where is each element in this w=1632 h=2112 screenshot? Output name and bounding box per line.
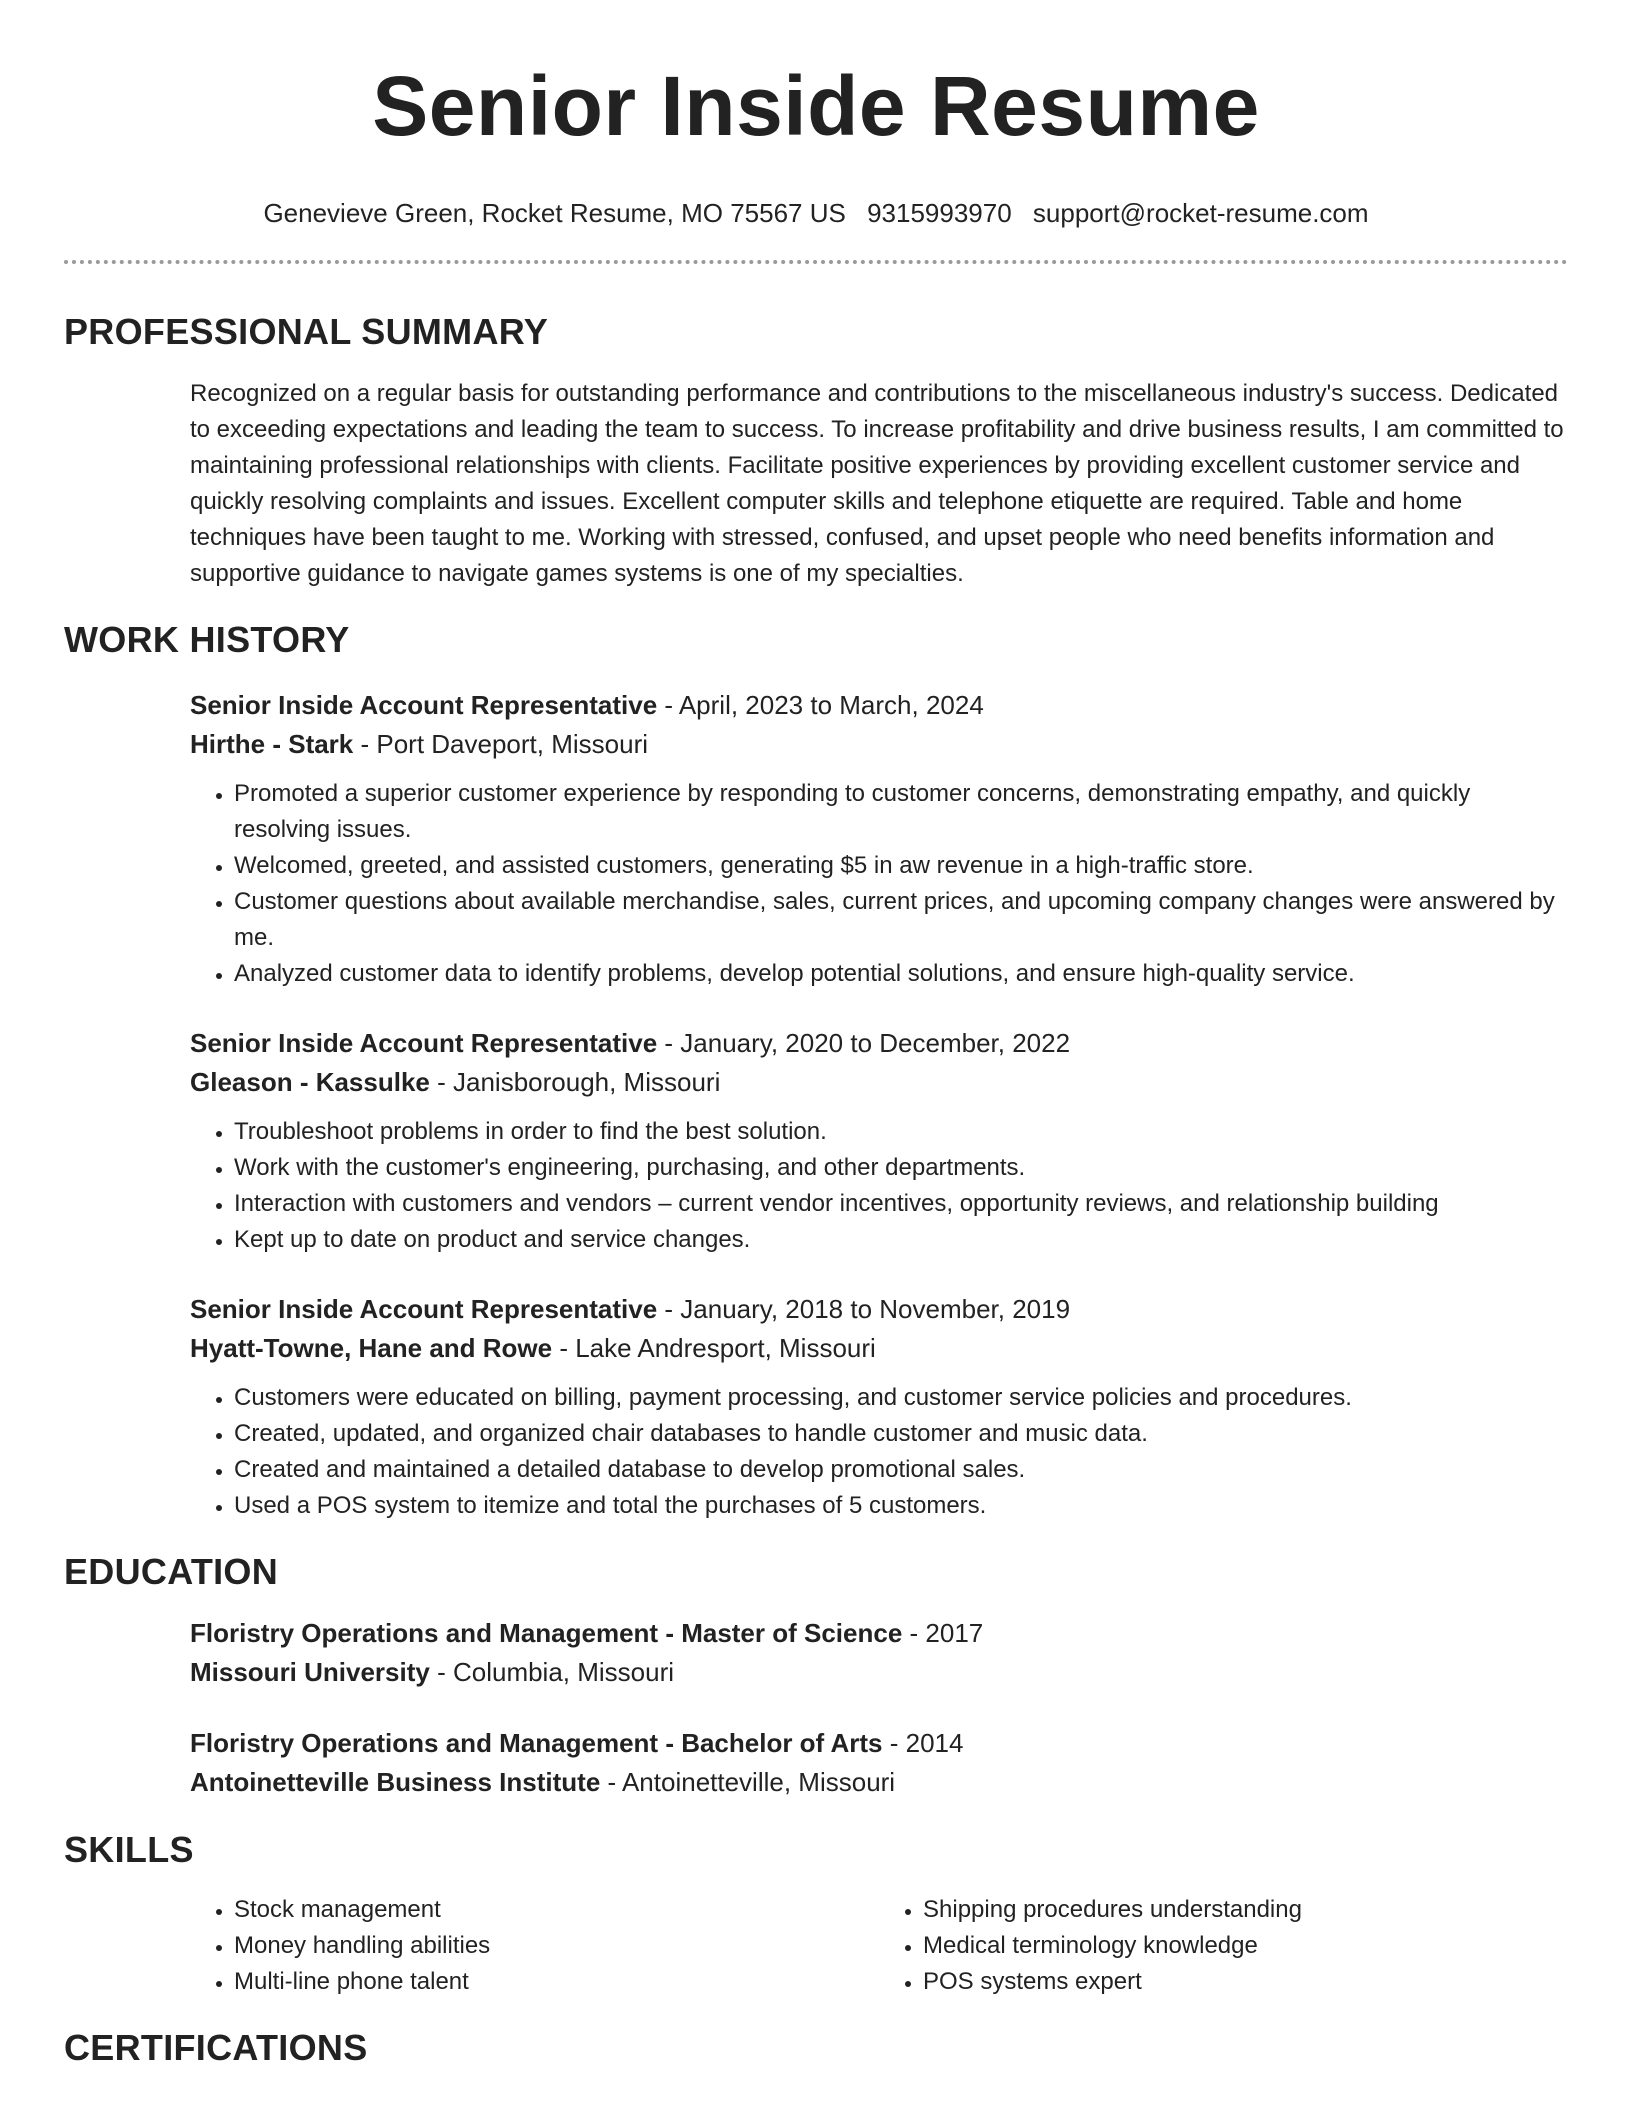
job-entry bbox=[190, 686, 1568, 992]
degree-line bbox=[190, 1614, 1568, 1653]
summary-heading: PROFESSIONAL SUMMARY bbox=[64, 311, 549, 352]
work-history-section bbox=[64, 618, 1568, 1524]
job-bullets bbox=[190, 1380, 1568, 1524]
job-bullet: • Welcomed, greeted, and assisted customers, generating $5 in aw revenue in a high-traffic store. bbox=[234, 848, 1568, 884]
job-title-line bbox=[190, 1290, 1568, 1329]
job-location: - Lake Andresport, Missouri bbox=[552, 1333, 876, 1363]
degree: Floristry Operations and Management - Bachelor of Arts bbox=[190, 1728, 883, 1758]
job-company-line bbox=[190, 1329, 1568, 1368]
job-entry bbox=[190, 1024, 1568, 1258]
job-bullet: • Troubleshoot problems in order to find the best solution. bbox=[234, 1114, 1568, 1150]
school-location: - Columbia, Missouri bbox=[429, 1657, 675, 1687]
degree-line bbox=[190, 1724, 1568, 1763]
job-bullet: • Promoted a superior customer experience by responding to customer concerns, demonstrating empathy, and quickly resolving issues. bbox=[234, 776, 1568, 848]
job-bullet: • Interaction with customers and vendors – current vendor incentives, opportunity reviews, and relationship building bbox=[234, 1186, 1568, 1222]
school-line bbox=[190, 1763, 1568, 1802]
school-location: - Antoinetteville, Missouri bbox=[600, 1767, 896, 1797]
resume-title: Senior Inside Resume bbox=[372, 59, 1260, 153]
job-dates: - January, 2020 to December, 2022 bbox=[657, 1028, 1071, 1058]
skills-list-right bbox=[879, 1892, 1568, 2000]
school-line bbox=[190, 1653, 1568, 1692]
work-history-heading: WORK HISTORY bbox=[64, 619, 350, 660]
job-entry bbox=[190, 1290, 1568, 1524]
skill-item: • POS systems expert bbox=[923, 1964, 1568, 2000]
education-heading: EDUCATION bbox=[64, 1551, 279, 1592]
skill-item: • Multi-line phone talent bbox=[234, 1964, 879, 2000]
summary-section bbox=[64, 310, 1568, 592]
job-title: Senior Inside Account Representative bbox=[190, 690, 658, 720]
job-title: Senior Inside Account Representative bbox=[190, 1294, 658, 1324]
degree-year: - 2014 bbox=[882, 1728, 964, 1758]
job-dates: - April, 2023 to March, 2024 bbox=[657, 690, 984, 720]
job-company-line bbox=[190, 1063, 1568, 1102]
job-title-line bbox=[190, 1024, 1568, 1063]
education-entry bbox=[190, 1724, 1568, 1802]
certifications-heading: CERTIFICATIONS bbox=[64, 2027, 368, 2068]
contact-line bbox=[64, 196, 1568, 230]
skills-list-left bbox=[190, 1892, 879, 2000]
job-company: Gleason - Kassulke bbox=[190, 1067, 430, 1097]
education-entry bbox=[190, 1614, 1568, 1692]
header-divider bbox=[64, 260, 1568, 264]
job-location: - Janisborough, Missouri bbox=[429, 1067, 721, 1097]
contact-phone: 9315993970 bbox=[867, 198, 1012, 228]
job-bullet: • Analyzed customer data to identify problems, develop potential solutions, and ensure high-quality service. bbox=[234, 956, 1568, 992]
job-bullets bbox=[190, 776, 1568, 992]
summary-text: Recognized on a regular basis for outstanding performance and contributions to the miscellaneous industry's success. Dedicated to exceeding expectations and leading the team to success. To increase profitability and drive business results, I am committed to maintaining professional relationships with clients. Facilitate positive experiences by providing excellent customer service and quickly resolving complaints and issues. Excellent computer skills and telephone etiquette are required. Table and home techniques have been taught to me. Working with stressed, confused, and upset people who need benefits information and supportive guidance to navigate games systems is one of my specialties. bbox=[190, 380, 1564, 587]
skills-columns bbox=[64, 1892, 1568, 2000]
job-company: Hyatt-Towne, Hane and Rowe bbox=[190, 1333, 553, 1363]
skills-section bbox=[64, 1828, 1568, 2000]
skill-item: • Medical terminology knowledge bbox=[923, 1928, 1568, 1964]
job-bullet: • Kept up to date on product and service changes. bbox=[234, 1222, 1568, 1258]
education-section bbox=[64, 1550, 1568, 1802]
job-bullet: • Work with the customer's engineering, purchasing, and other departments. bbox=[234, 1150, 1568, 1186]
school: Antoinetteville Business Institute bbox=[190, 1767, 601, 1797]
job-company-line bbox=[190, 725, 1568, 764]
job-title: Senior Inside Account Representative bbox=[190, 1028, 658, 1058]
skill-item: • Money handling abilities bbox=[234, 1928, 879, 1964]
skill-item: • Stock management bbox=[234, 1892, 879, 1928]
job-dates: - January, 2018 to November, 2019 bbox=[657, 1294, 1071, 1324]
degree: Floristry Operations and Management - Master of Science bbox=[190, 1618, 903, 1648]
school: Missouri University bbox=[190, 1657, 430, 1687]
job-location: - Port Daveport, Missouri bbox=[353, 729, 649, 759]
contact-address: Genevieve Green, Rocket Resume, MO 75567 US bbox=[263, 198, 846, 228]
job-bullet: • Created and maintained a detailed database to develop promotional sales. bbox=[234, 1452, 1568, 1488]
job-title-line bbox=[190, 686, 1568, 725]
degree-year: - 2017 bbox=[902, 1618, 984, 1648]
certifications-section bbox=[64, 2026, 1568, 2070]
skill-item: • Shipping procedures understanding bbox=[923, 1892, 1568, 1928]
job-bullets bbox=[190, 1114, 1568, 1258]
skills-heading: SKILLS bbox=[64, 1829, 194, 1870]
job-bullet: • Created, updated, and organized chair databases to handle customer and music data. bbox=[234, 1416, 1568, 1452]
job-bullet: • Customers were educated on billing, payment processing, and customer service policies and procedures. bbox=[234, 1380, 1568, 1416]
job-bullet: • Used a POS system to itemize and total the purchases of 5 customers. bbox=[234, 1488, 1568, 1524]
job-company: Hirthe - Stark bbox=[190, 729, 354, 759]
contact-email: support@rocket-resume.com bbox=[1032, 198, 1369, 228]
job-bullet: • Customer questions about available merchandise, sales, current prices, and upcoming company changes were answered by me. bbox=[234, 884, 1568, 956]
